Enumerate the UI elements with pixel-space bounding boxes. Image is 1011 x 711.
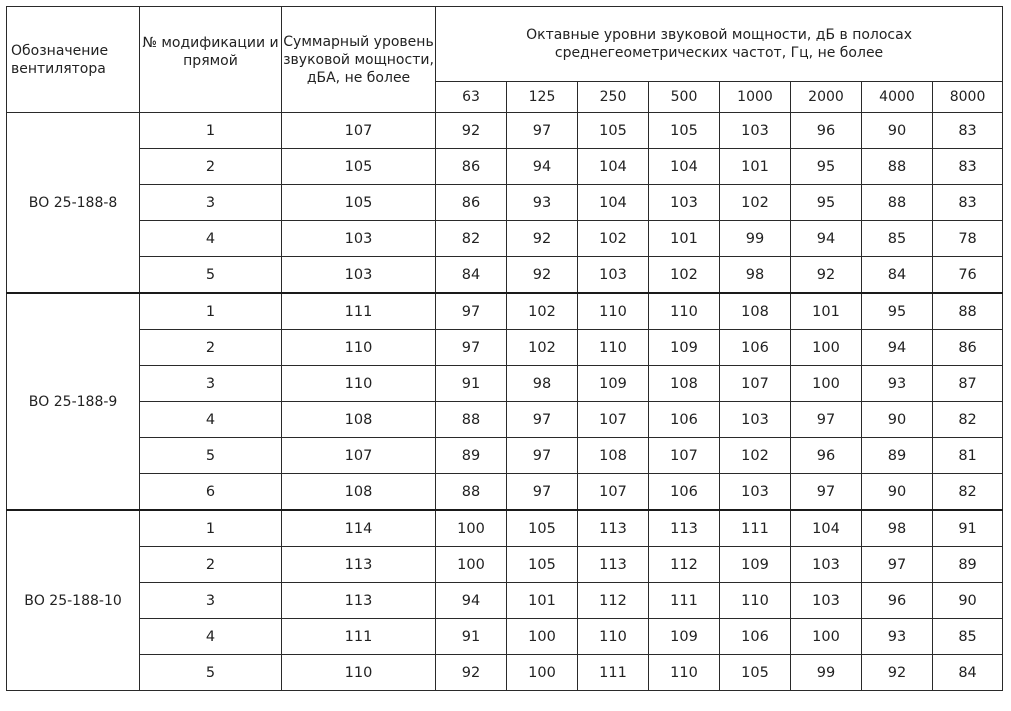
table-row: [7, 149, 1003, 185]
header-freq: 250: [578, 82, 649, 113]
band-level-cell: 103: [578, 257, 649, 294]
band-level-cell: 96: [862, 583, 933, 619]
header-freq: 2000: [791, 82, 862, 113]
band-level-cell: 87: [933, 366, 1003, 402]
band-level-cell: 101: [720, 149, 791, 185]
band-level-cell: 89: [862, 438, 933, 474]
header-freq: 8000: [933, 82, 1003, 113]
table-row: [7, 257, 1003, 294]
header-freq: 1000: [720, 82, 791, 113]
table-row: [7, 510, 1003, 547]
modification-cell: 2: [140, 547, 282, 583]
band-level-cell: 109: [578, 366, 649, 402]
table-row: [7, 366, 1003, 402]
band-level-cell: 84: [862, 257, 933, 294]
band-level-cell: 100: [436, 547, 507, 583]
band-level-cell: 106: [649, 402, 720, 438]
band-level-cell: 90: [862, 474, 933, 511]
band-level-cell: 102: [649, 257, 720, 294]
band-level-cell: 110: [578, 619, 649, 655]
modification-cell: 3: [140, 583, 282, 619]
band-level-cell: 107: [578, 402, 649, 438]
table-row: [7, 583, 1003, 619]
modification-cell: 1: [140, 293, 282, 330]
modification-cell: 4: [140, 402, 282, 438]
band-level-cell: 92: [791, 257, 862, 294]
band-level-cell: 102: [578, 221, 649, 257]
band-level-cell: 86: [933, 330, 1003, 366]
band-level-cell: 96: [791, 438, 862, 474]
band-level-cell: 95: [862, 293, 933, 330]
band-level-cell: 108: [649, 366, 720, 402]
band-level-cell: 88: [862, 185, 933, 221]
band-level-cell: 82: [436, 221, 507, 257]
band-level-cell: 105: [649, 113, 720, 149]
modification-cell: 5: [140, 655, 282, 691]
band-level-cell: 105: [507, 547, 578, 583]
band-level-cell: 91: [933, 510, 1003, 547]
table-row: [7, 402, 1003, 438]
band-level-cell: 105: [578, 113, 649, 149]
table-row: [7, 474, 1003, 511]
band-level-cell: 101: [507, 583, 578, 619]
band-level-cell: 86: [436, 149, 507, 185]
band-level-cell: 111: [578, 655, 649, 691]
band-level-cell: 104: [649, 149, 720, 185]
band-level-cell: 108: [720, 293, 791, 330]
band-level-cell: 110: [649, 655, 720, 691]
band-level-cell: 97: [436, 330, 507, 366]
total-level-cell: 110: [282, 366, 436, 402]
band-level-cell: 100: [791, 330, 862, 366]
band-level-cell: 92: [862, 655, 933, 691]
band-level-cell: 88: [862, 149, 933, 185]
total-level-cell: 107: [282, 113, 436, 149]
modification-cell: 2: [140, 149, 282, 185]
table-row: [7, 185, 1003, 221]
modification-cell: 5: [140, 438, 282, 474]
band-level-cell: 94: [507, 149, 578, 185]
total-level-cell: 110: [282, 330, 436, 366]
band-level-cell: 102: [507, 293, 578, 330]
band-level-cell: 99: [720, 221, 791, 257]
band-level-cell: 105: [720, 655, 791, 691]
band-level-cell: 84: [436, 257, 507, 294]
band-level-cell: 93: [862, 619, 933, 655]
band-level-cell: 113: [578, 510, 649, 547]
table-row: [7, 113, 1003, 149]
band-level-cell: 85: [933, 619, 1003, 655]
header-freq: 63: [436, 82, 507, 113]
band-level-cell: 92: [436, 113, 507, 149]
band-level-cell: 100: [791, 366, 862, 402]
band-level-cell: 113: [649, 510, 720, 547]
modification-cell: 6: [140, 474, 282, 511]
band-level-cell: 107: [720, 366, 791, 402]
total-level-cell: 108: [282, 474, 436, 511]
modification-cell: 3: [140, 185, 282, 221]
total-level-cell: 114: [282, 510, 436, 547]
header-modification: № модификации и прямой: [140, 7, 282, 113]
band-level-cell: 78: [933, 221, 1003, 257]
band-level-cell: 103: [720, 113, 791, 149]
band-level-cell: 88: [436, 402, 507, 438]
header-freq: 4000: [862, 82, 933, 113]
band-level-cell: 83: [933, 149, 1003, 185]
modification-cell: 5: [140, 257, 282, 294]
band-level-cell: 93: [507, 185, 578, 221]
band-level-cell: 76: [933, 257, 1003, 294]
band-level-cell: 108: [578, 438, 649, 474]
band-level-cell: 91: [436, 619, 507, 655]
band-level-cell: 102: [720, 438, 791, 474]
header-freq: 125: [507, 82, 578, 113]
band-level-cell: 84: [933, 655, 1003, 691]
header-total-level: Суммарный уровень звуковой мощности, дБА, не более: [282, 7, 436, 113]
band-level-cell: 97: [436, 293, 507, 330]
band-level-cell: 112: [578, 583, 649, 619]
fan-model-cell: ВО 25-188-10: [7, 510, 140, 691]
total-level-cell: 105: [282, 185, 436, 221]
band-level-cell: 89: [436, 438, 507, 474]
band-level-cell: 97: [862, 547, 933, 583]
modification-cell: 4: [140, 221, 282, 257]
band-level-cell: 106: [649, 474, 720, 511]
band-level-cell: 107: [578, 474, 649, 511]
band-level-cell: 86: [436, 185, 507, 221]
modification-cell: 4: [140, 619, 282, 655]
band-level-cell: 91: [436, 366, 507, 402]
table-row: [7, 293, 1003, 330]
band-level-cell: 98: [507, 366, 578, 402]
band-level-cell: 106: [720, 619, 791, 655]
band-level-cell: 110: [578, 293, 649, 330]
band-level-cell: 98: [720, 257, 791, 294]
band-level-cell: 100: [791, 619, 862, 655]
header-model: Обозначение вентилятора: [7, 7, 140, 113]
band-level-cell: 93: [862, 366, 933, 402]
band-level-cell: 83: [933, 185, 1003, 221]
header-row-top: [7, 7, 1003, 82]
band-level-cell: 94: [862, 330, 933, 366]
band-level-cell: 107: [649, 438, 720, 474]
table-row: [7, 438, 1003, 474]
band-level-cell: 85: [862, 221, 933, 257]
band-level-cell: 110: [720, 583, 791, 619]
band-level-cell: 89: [933, 547, 1003, 583]
band-level-cell: 101: [649, 221, 720, 257]
band-level-cell: 97: [507, 474, 578, 511]
band-level-cell: 92: [436, 655, 507, 691]
band-level-cell: 95: [791, 149, 862, 185]
band-level-cell: 92: [507, 257, 578, 294]
band-level-cell: 90: [862, 402, 933, 438]
band-level-cell: 103: [720, 474, 791, 511]
band-level-cell: 111: [649, 583, 720, 619]
total-level-cell: 111: [282, 293, 436, 330]
band-level-cell: 113: [578, 547, 649, 583]
band-level-cell: 102: [507, 330, 578, 366]
noise-level-table: [6, 6, 1003, 691]
modification-cell: 1: [140, 510, 282, 547]
band-level-cell: 90: [933, 583, 1003, 619]
band-level-cell: 104: [791, 510, 862, 547]
band-level-cell: 104: [578, 185, 649, 221]
table-body: [7, 113, 1003, 691]
header-freq: 500: [649, 82, 720, 113]
band-level-cell: 109: [649, 330, 720, 366]
band-level-cell: 103: [649, 185, 720, 221]
table-row: [7, 221, 1003, 257]
band-level-cell: 100: [436, 510, 507, 547]
total-level-cell: 105: [282, 149, 436, 185]
total-level-cell: 103: [282, 221, 436, 257]
band-level-cell: 83: [933, 113, 1003, 149]
band-level-cell: 88: [436, 474, 507, 511]
band-level-cell: 103: [791, 547, 862, 583]
band-level-cell: 94: [791, 221, 862, 257]
total-level-cell: 111: [282, 619, 436, 655]
band-level-cell: 98: [862, 510, 933, 547]
band-level-cell: 92: [507, 221, 578, 257]
band-level-cell: 97: [507, 113, 578, 149]
total-level-cell: 108: [282, 402, 436, 438]
band-level-cell: 95: [791, 185, 862, 221]
total-level-cell: 113: [282, 583, 436, 619]
fan-model-cell: ВО 25-188-8: [7, 113, 140, 294]
total-level-cell: 113: [282, 547, 436, 583]
band-level-cell: 81: [933, 438, 1003, 474]
band-level-cell: 104: [578, 149, 649, 185]
band-level-cell: 109: [649, 619, 720, 655]
band-level-cell: 112: [649, 547, 720, 583]
band-level-cell: 105: [507, 510, 578, 547]
band-level-cell: 100: [507, 655, 578, 691]
band-level-cell: 102: [720, 185, 791, 221]
band-level-cell: 110: [649, 293, 720, 330]
band-level-cell: 103: [720, 402, 791, 438]
total-level-cell: 107: [282, 438, 436, 474]
total-level-cell: 110: [282, 655, 436, 691]
modification-cell: 2: [140, 330, 282, 366]
band-level-cell: 106: [720, 330, 791, 366]
band-level-cell: 97: [791, 474, 862, 511]
band-level-cell: 94: [436, 583, 507, 619]
table-row: [7, 547, 1003, 583]
table-row: [7, 619, 1003, 655]
band-level-cell: 97: [507, 402, 578, 438]
modification-cell: 3: [140, 366, 282, 402]
table-row: [7, 330, 1003, 366]
header-octave-levels: Октавные уровни звуковой мощности, дБ в полосах среднегеометрических частот, Гц, не более: [436, 7, 1003, 82]
band-level-cell: 99: [791, 655, 862, 691]
band-level-cell: 82: [933, 402, 1003, 438]
table-row: [7, 655, 1003, 691]
band-level-cell: 96: [791, 113, 862, 149]
band-level-cell: 101: [791, 293, 862, 330]
band-level-cell: 88: [933, 293, 1003, 330]
band-level-cell: 82: [933, 474, 1003, 511]
band-level-cell: 90: [862, 113, 933, 149]
band-level-cell: 97: [507, 438, 578, 474]
modification-cell: 1: [140, 113, 282, 149]
band-level-cell: 111: [720, 510, 791, 547]
total-level-cell: 103: [282, 257, 436, 294]
band-level-cell: 100: [507, 619, 578, 655]
fan-model-cell: ВО 25-188-9: [7, 293, 140, 510]
band-level-cell: 109: [720, 547, 791, 583]
band-level-cell: 110: [578, 330, 649, 366]
band-level-cell: 103: [791, 583, 862, 619]
band-level-cell: 97: [791, 402, 862, 438]
